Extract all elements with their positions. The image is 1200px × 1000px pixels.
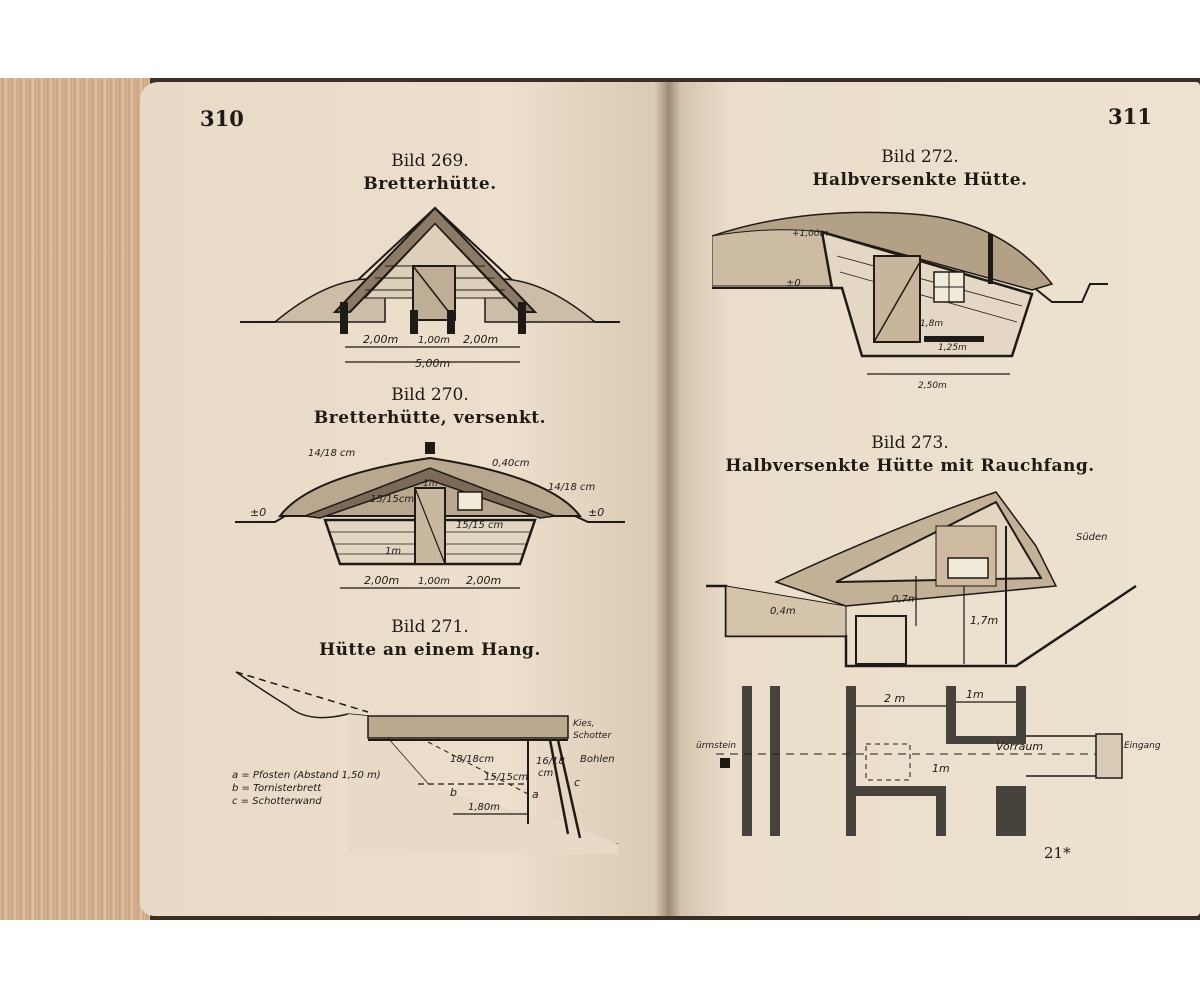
dim-label: 0,40cm	[492, 458, 530, 469]
dim-label: 1,80m	[468, 802, 501, 813]
dim-label: 0,7m	[892, 594, 918, 605]
dim-label: 2,00m	[363, 333, 399, 346]
dim-label: Kies,	[573, 719, 595, 729]
dim-label: 16/18	[536, 756, 565, 767]
legend-line: b = Tornisterbrett	[232, 783, 322, 794]
left-page-number: 310	[200, 106, 244, 131]
dim-label: 1,8m	[920, 319, 944, 329]
figure-number: Bild 269.	[391, 151, 469, 171]
dim-label: Eingang	[1124, 741, 1161, 751]
dim-label: 1,25m	[938, 343, 967, 353]
legend-line: c = Schotterwand	[232, 796, 322, 807]
dim-label: a	[532, 788, 539, 801]
figure-caption: Bretterhütte.	[363, 174, 497, 194]
dim-label: b	[450, 786, 457, 799]
figure-caption: Halbversenkte Hütte.	[812, 170, 1028, 190]
dim-label: 1m	[385, 546, 402, 557]
dim-label: ±0	[588, 506, 605, 519]
dim-label: +1,00m	[792, 229, 829, 239]
figure-number: Bild 272.	[881, 147, 959, 167]
dim-label: 1,7m	[970, 614, 999, 627]
dim-label: 5,00m	[415, 357, 451, 370]
figure-number: Bild 271.	[391, 617, 469, 637]
dim-label: 1,00m	[418, 335, 451, 346]
figure-number: Bild 270.	[391, 385, 469, 405]
dim-label: 2,00m	[463, 333, 499, 346]
figure-caption: Halbversenkte Hütte mit Rauchfang.	[725, 456, 1095, 476]
dim-label: cm	[538, 768, 554, 779]
dim-label: 2,00m	[364, 574, 400, 587]
dim-label: 15/15cm	[484, 772, 529, 783]
figure-270-drawing	[230, 436, 630, 596]
figure-271-heading	[220, 616, 640, 662]
dim-label: Vorraum	[996, 740, 1044, 753]
legend-line: a = Pfosten (Abstand 1,50 m)	[232, 770, 381, 781]
figure-269-drawing	[235, 202, 625, 372]
dim-label: ±0	[250, 506, 267, 519]
figure-269-heading	[220, 150, 640, 196]
dim-label: 14/18 cm	[548, 482, 596, 493]
figure-272-heading	[710, 146, 1130, 192]
dim-label: 2 m	[884, 692, 906, 705]
dim-label: Bohlen	[580, 754, 615, 765]
book-gutter	[655, 82, 681, 916]
dim-label: 1m	[932, 762, 950, 775]
dim-label: 15/15cm	[370, 494, 415, 505]
right-page-number: 311	[1108, 104, 1152, 129]
dim-label: 0,4m	[770, 606, 796, 617]
dim-label: Süden	[1076, 532, 1108, 543]
signature-mark: 21*	[1044, 844, 1071, 862]
dim-label: 14/18 cm	[308, 448, 356, 459]
dim-label: 2,50m	[918, 381, 947, 391]
dim-label: 1,00m	[418, 576, 451, 587]
page-edges	[0, 78, 150, 920]
figure-caption: Bretterhütte, versenkt.	[313, 408, 547, 428]
dim-label: ürmstein	[696, 741, 737, 751]
figure-273-heading	[700, 432, 1120, 478]
figure-caption: Hütte an einem Hang.	[319, 640, 541, 660]
figure-272-drawing	[712, 206, 1112, 396]
dim-label: 1m	[966, 688, 984, 701]
dim-label: ±0	[786, 278, 801, 289]
figure-273-drawing	[696, 486, 1176, 850]
dim-label: 2,00m	[466, 574, 502, 587]
figure-271-drawing	[228, 664, 628, 854]
figure-270-heading	[220, 384, 640, 430]
dim-label: c	[574, 776, 581, 789]
dim-label: Schotter	[573, 731, 612, 741]
dim-label: 1m	[423, 479, 438, 489]
figure-number: Bild 273.	[871, 433, 949, 453]
dim-label: 18/18cm	[450, 754, 495, 765]
dim-label: 15/15 cm	[456, 520, 504, 531]
